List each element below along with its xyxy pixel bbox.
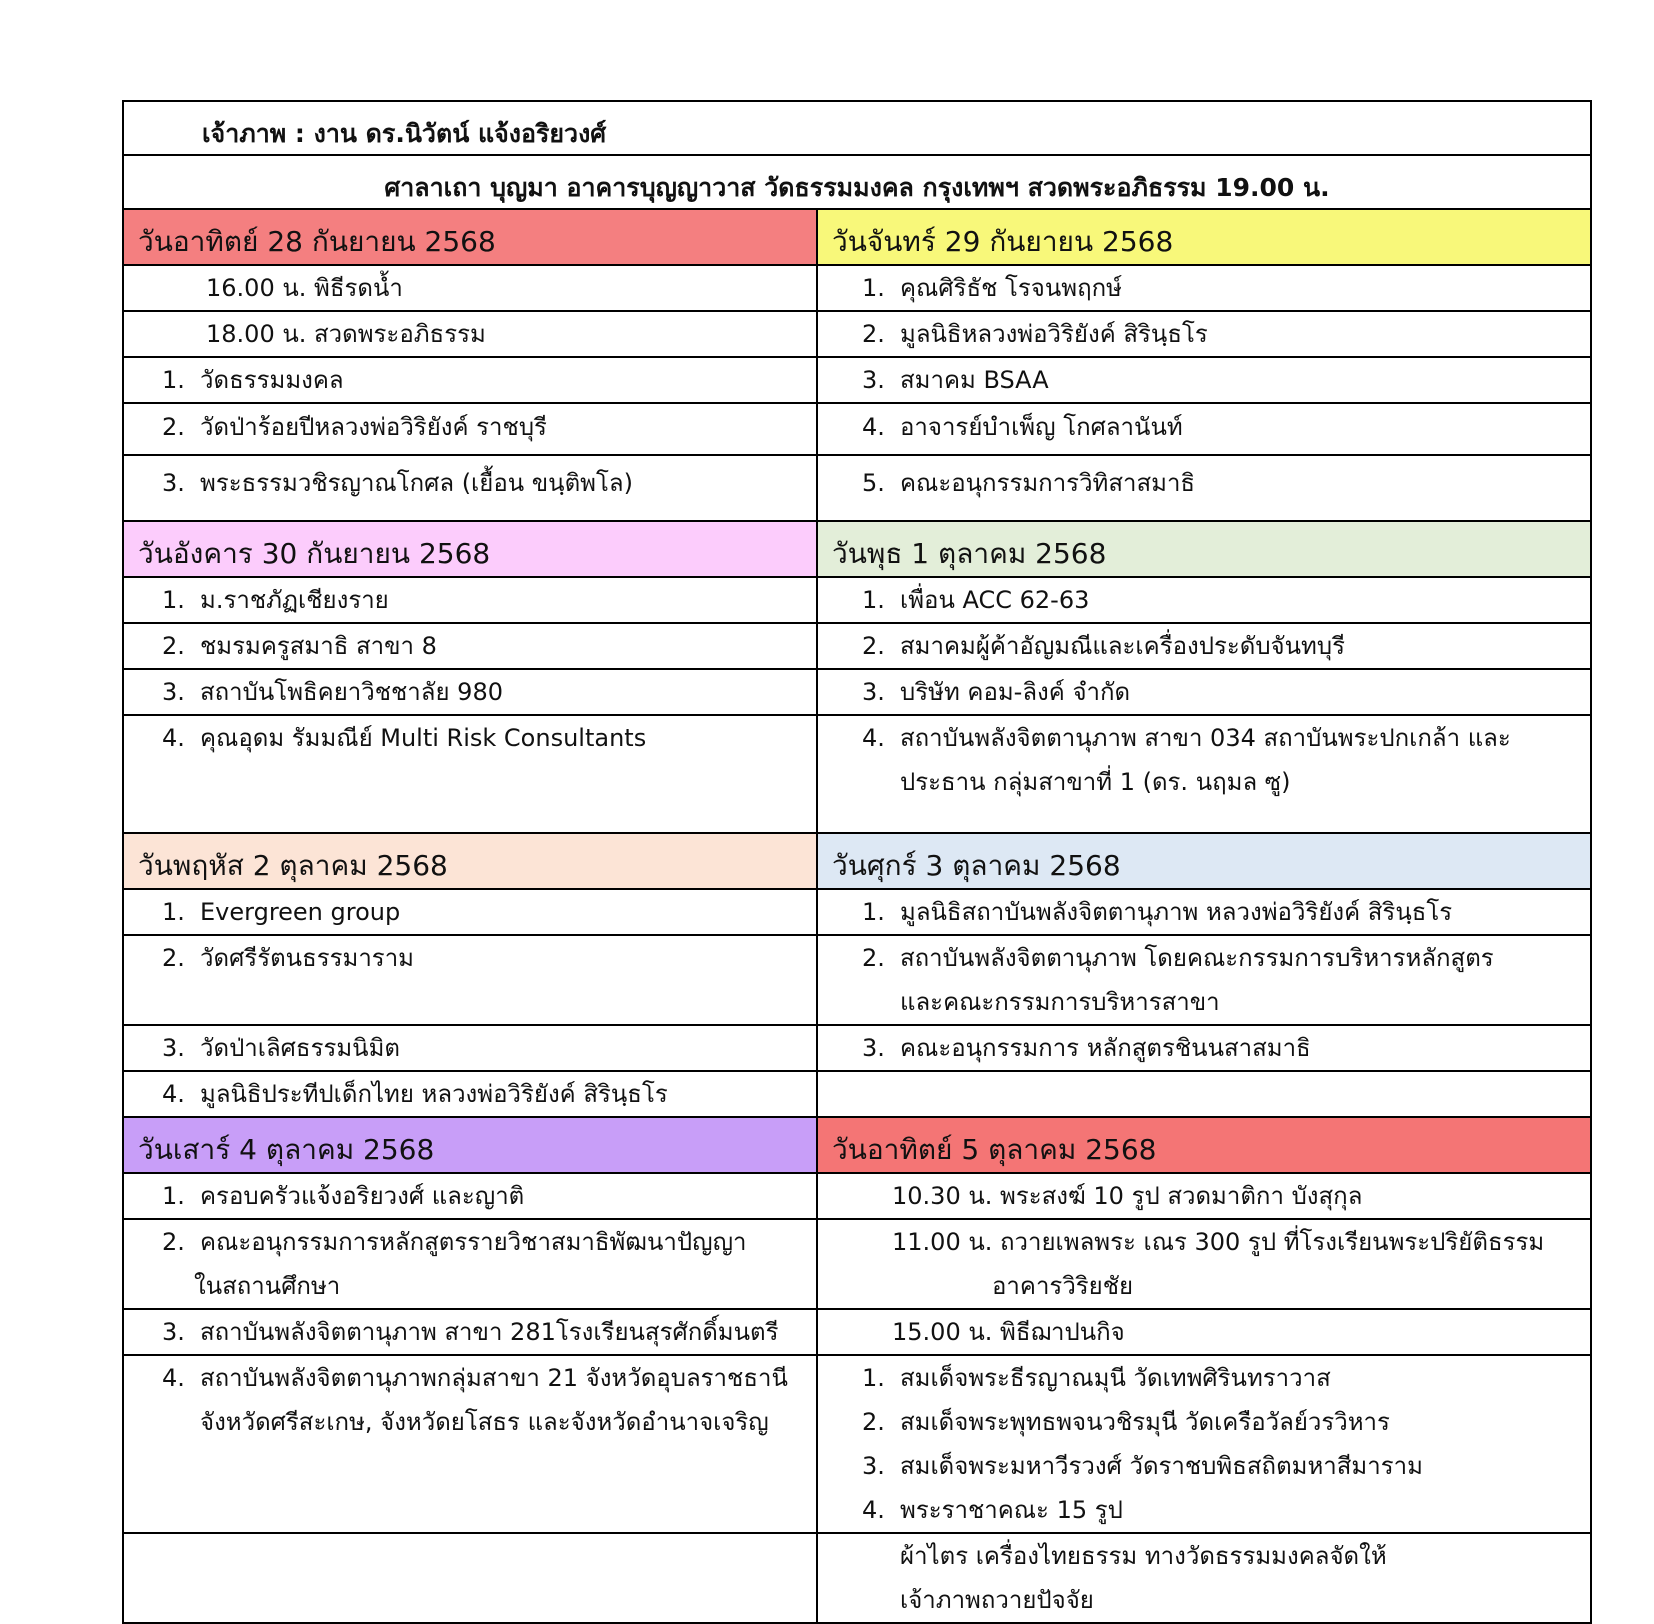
list-item: 4. พระราชาคณะ 15 รูป (862, 1496, 1123, 1524)
day-cell (817, 311, 1591, 357)
day-cell (123, 311, 817, 357)
list-item: 4. อาจารย์บำเพ็ญ โกศลานันท์ (862, 413, 1183, 441)
day-cell (817, 357, 1591, 403)
list-item: 3. สมาคม BSAA (862, 366, 1049, 394)
list-item: 3. วัดป่าเลิศธรรมนิมิต (162, 1034, 400, 1062)
day-header-thu2: วันพฤหัส 2 ตุลาคม 2568 (123, 833, 817, 889)
day-cell (123, 889, 817, 935)
time-entry: 15.00 น. พิธีฌาปนกิจ (892, 1318, 1125, 1346)
list-item: 3. สถาบันพลังจิตตานุภาพ สาขา 281โรงเรียนสุรศักดิ์มนตรี (162, 1318, 779, 1346)
list-item: 4. สถาบันพลังจิตตานุภาพกลุ่มสาขา 21 จังหวัดอุบลราชธานี (162, 1364, 788, 1392)
day-cell (123, 935, 817, 1025)
day-cell (123, 357, 817, 403)
list-item: 1. Evergreen group (162, 898, 401, 926)
list-item: 2. วัดป่าร้อยปีหลวงพ่อวิริยังค์ ราชบุรี (162, 413, 547, 441)
day-cell (123, 669, 817, 715)
day-header-wed1: วันพุธ 1 ตุลาคม 2568 (817, 521, 1591, 577)
day-header-sat4: วันเสาร์ 4 ตุลาคม 2568 (123, 1117, 817, 1173)
time-entry-continuation: อาคารวิริยชัย (992, 1272, 1134, 1300)
day-header-sun5: วันอาทิตย์ 5 ตุลาคม 2568 (817, 1117, 1591, 1173)
day-cell (817, 577, 1591, 623)
day-header-fri3: วันศุกร์ 3 ตุลาคม 2568 (817, 833, 1591, 889)
list-item: 4. มูลนิธิประทีปเด็กไทย หลวงพ่อวิริยังค์ สิรินฺธโร (162, 1080, 668, 1108)
list-item-continuation: ประธาน กลุ่มสาขาที่ 1 (ดร. นฤมล ซู) (900, 768, 1291, 796)
day-cell (123, 455, 817, 521)
list-item: 2. สมาคมผู้ค้าอัญมณีและเครื่องประดับจันทบุรี (862, 632, 1345, 660)
day-cell (123, 1309, 817, 1355)
time-entry: 18.00 น. สวดพระอภิธรรม (206, 320, 486, 348)
day-header-tue30: วันอังคาร 30 กันยายน 2568 (123, 521, 817, 577)
venue-line: ศาลาเถา บุญมา อาคารบุญญาวาส วัดธรรมมงคล กรุงเทพฯ สวดพระอภิธรรม 19.00 น. (123, 155, 1591, 209)
list-item: 2. สถาบันพลังจิตตานุภาพ โดยคณะกรรมการบริหารหลักสูตร (862, 944, 1494, 972)
day-cell (123, 265, 817, 311)
day-cell (817, 1173, 1591, 1219)
list-item: 3. สถาบันโพธิคยาวิชชาลัย 980 (162, 678, 503, 706)
time-entry: 10.30 น. พระสงฆ์ 10 รูป สวดมาติกา บังสุกุล (892, 1182, 1363, 1210)
day-cell (123, 1071, 817, 1117)
day-cell (123, 577, 817, 623)
time-entry: 16.00 น. พิธีรดน้ำ (206, 274, 403, 302)
day-cell (123, 1219, 817, 1309)
list-item: 1. สมเด็จพระธีรญาณมุนี วัดเทพศิรินทราวาส (862, 1364, 1331, 1392)
list-item: 3. พระธรรมวชิรญาณโกศล (เยื้อน ขนฺติพโล) (162, 469, 633, 497)
list-item: 3. คณะอนุกรรมการ หลักสูตรชินนสาสมาธิ (862, 1034, 1311, 1062)
list-item-continuation: ในสถานศึกษา (194, 1272, 341, 1300)
list-item: 3. สมเด็จพระมหาวีรวงศ์ วัดราชบพิธสถิตมหาสีมาราม (862, 1452, 1423, 1480)
day-cell (123, 403, 817, 455)
day-cell (123, 1355, 817, 1533)
day-header-mon29: วันจันทร์ 29 กันยายน 2568 (817, 209, 1591, 265)
list-item: 1. มูลนิธิสถาบันพลังจิตตานุภาพ หลวงพ่อวิริยังค์ สิรินฺธโร (862, 898, 1453, 926)
day-cell (123, 715, 817, 833)
list-item: 2. คณะอนุกรรมการหลักสูตรรายวิชาสมาธิพัฒนาปัญญา (162, 1228, 747, 1256)
day-cell (817, 1219, 1591, 1309)
list-item: 1. คุณศิริธัช โรจนพฤกษ์ (862, 274, 1122, 302)
list-item: 2. สมเด็จพระพุทธพจนวชิรมุนี วัดเครือวัลย์วรวิหาร (862, 1408, 1390, 1436)
day-cell (123, 623, 817, 669)
day-cell (817, 403, 1591, 455)
note-line: ผ้าไตร เครื่องไทยธรรม ทางวัดธรรมมงคลจัดให้ (900, 1542, 1387, 1570)
day-cell (817, 1355, 1591, 1533)
day-cell (123, 1025, 817, 1071)
schedule-document (122, 100, 1590, 1624)
list-item: 5. คณะอนุกรรมการวิทิสาสมาธิ (862, 469, 1196, 497)
list-item: 2. วัดศรีรัตนธรรมาราม (162, 944, 414, 972)
list-item: 4. คุณอุดม รัมมณีย์ Multi Risk Consultants (162, 724, 647, 752)
list-item: 1. เพื่อน ACC 62-63 (862, 586, 1090, 614)
day-header-sun28: วันอาทิตย์ 28 กันยายน 2568 (123, 209, 817, 265)
list-item: 2. มูลนิธิหลวงพ่อวิริยังค์ สิรินฺธโร (862, 320, 1208, 348)
day-cell (817, 1309, 1591, 1355)
day-cell-empty (123, 1533, 817, 1623)
day-cell (817, 1025, 1591, 1071)
schedule-table (122, 100, 1592, 1624)
day-cell (817, 265, 1591, 311)
list-item: 3. บริษัท คอม-ลิงค์ จำกัด (862, 678, 1131, 706)
day-cell (123, 1173, 817, 1219)
day-cell (817, 455, 1591, 521)
note-line: เจ้าภาพถวายปัจจัย (900, 1586, 1094, 1614)
day-cell (817, 935, 1591, 1025)
list-item: 4. สถาบันพลังจิตตานุภาพ สาขา 034 สถาบันพระปกเกล้า และ (862, 724, 1511, 752)
day-cell (817, 669, 1591, 715)
list-item: 1. ม.ราชภัฏเชียงราย (162, 586, 389, 614)
day-cell-empty (817, 1071, 1591, 1117)
time-entry: 11.00 น. ถวายเพลพระ เณร 300 รูป ที่โรงเรียนพระปริยัติธรรม (892, 1228, 1545, 1256)
host-line: เจ้าภาพ : งาน ดร.นิวัตน์ แจ้งอริยวงศ์ (123, 101, 1591, 155)
list-item-continuation: และคณะกรรมการบริหารสาขา (900, 988, 1220, 1016)
list-item: 2. ชมรมครูสมาธิ สาขา 8 (162, 632, 437, 660)
day-cell (817, 623, 1591, 669)
day-cell (817, 1533, 1591, 1623)
list-item-continuation: จังหวัดศรีสะเกษ, จังหวัดยโสธร และจังหวัดอำนาจเจริญ (200, 1408, 769, 1436)
list-item: 1. วัดธรรมมงคล (162, 366, 344, 394)
day-cell (817, 715, 1591, 833)
day-cell (817, 889, 1591, 935)
list-item: 1. ครอบครัวแจ้งอริยวงศ์ และญาติ (162, 1182, 525, 1210)
